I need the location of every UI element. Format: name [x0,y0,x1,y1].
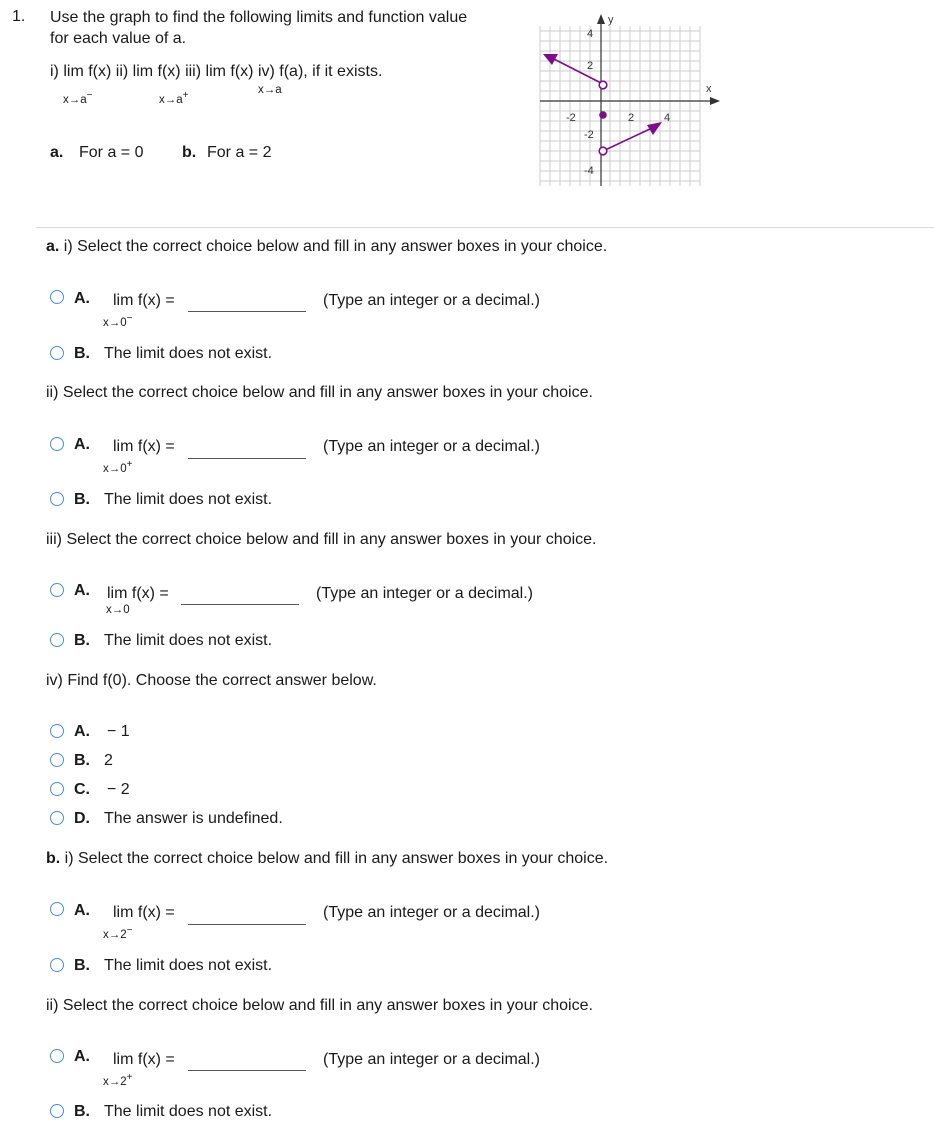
question-line-2: for each value of a. [50,30,187,47]
x-axis-arrow-icon [710,97,720,105]
a-i-choice-b-radio[interactable] [50,346,64,360]
question-items: i) lim f(x) ii) lim f(x) iii) lim f(x) iv) f(a), if it exists. [50,63,383,80]
x-tick-label: 2 [628,112,635,124]
a-ii-prompt: ii) Select the correct choice below and fill in any answer boxes in your choice. [46,384,593,401]
a-iv-choice-d-label: D. [74,810,90,827]
a-iv-choice-d-radio[interactable] [50,811,64,825]
x-tick-label: 4 [664,112,671,124]
a-iv-choice-a-label: A. [74,723,90,740]
b-ii-choice-b-text: The limit does not exist. [104,1103,273,1120]
b-ii-answer-input[interactable] [188,1070,306,1071]
a-iv-choice-b-radio[interactable] [50,753,64,767]
part-b-text: For a = 2 [207,144,272,161]
a-iii-choice-b-text: The limit does not exist. [104,632,273,649]
a-ii-choice-b-radio[interactable] [50,492,64,506]
a-iv-choice-d-text: The answer is undefined. [104,810,283,827]
y-axis-arrow-icon [597,14,605,24]
a-iii-hint: (Type an integer or a decimal.) [316,585,533,602]
a-i-answer-input[interactable] [188,311,306,312]
a-iv-choice-a-text: − 1 [107,723,130,740]
question-number: 1. [12,8,26,25]
x-tick-label: -2 [566,112,576,124]
a-iv-prompt: iv) Find f(0). Choose the correct answer below. [46,672,377,689]
b-ii-choice-a-label: A. [74,1048,90,1065]
a-iii-choice-b-label: B. [74,632,90,649]
a-iv-choice-a-radio[interactable] [50,724,64,738]
open-point-lower [599,147,607,155]
a-ii-choice-a-label: A. [74,436,90,453]
a-iv-choice-c-label: C. [74,781,90,798]
y-tick-label: 4 [587,28,594,40]
a-i-choice-b-label: B. [74,345,90,362]
limit-sub-right: x→a+ [159,90,189,106]
graph-grid [540,26,700,186]
a-i-lim: lim f(x) = [113,292,175,309]
y-tick-label: -2 [584,129,594,141]
a-ii-choice-b-label: B. [74,491,90,508]
part-a-label: a. [50,144,64,161]
limit-sub-left: x→a− [63,90,93,106]
b-ii-choice-b-label: B. [74,1103,90,1120]
open-point-upper [599,81,607,89]
a-iv-choice-c-radio[interactable] [50,782,64,796]
limit-sub-two-sided: x→a [258,84,282,96]
a-i-hint: (Type an integer or a decimal.) [323,292,540,309]
b-i-choice-b-radio[interactable] [50,958,64,972]
y-axis-label: y [608,14,614,26]
filled-point [599,111,607,119]
function-graph [530,8,730,194]
a-i-choice-a-radio[interactable] [50,290,64,304]
b-ii-choice-a-radio[interactable] [50,1049,64,1063]
a-ii-lim-sub: x→0+ [103,459,133,475]
b-ii-lim: lim f(x) = [113,1051,175,1068]
a-iii-lim: lim f(x) = [107,585,169,602]
a-iv-choice-c-text: − 2 [107,781,130,798]
a-iii-choice-a-label: A. [74,582,90,599]
a-ii-choice-b-text: The limit does not exist. [104,491,273,508]
a-iii-choice-b-radio[interactable] [50,633,64,647]
b-ii-prompt: ii) Select the correct choice below and fill in any answer boxes in your choice. [46,997,593,1014]
a-ii-hint: (Type an integer or a decimal.) [323,438,540,455]
a-i-choice-b-text: The limit does not exist. [104,345,273,362]
b-ii-hint: (Type an integer or a decimal.) [323,1051,540,1068]
a-iii-lim-sub: x→0 [106,604,130,616]
a-iii-choice-a-radio[interactable] [50,583,64,597]
b-ii-choice-b-radio[interactable] [50,1104,64,1118]
a-iii-prompt: iii) Select the correct choice below and fill in any answer boxes in your choice. [46,531,597,548]
part-a-text: For a = 0 [79,144,144,161]
b-i-choice-a-label: A. [74,902,90,919]
b-i-choice-b-text: The limit does not exist. [104,957,273,974]
a-iv-choice-b-label: B. [74,752,90,769]
a-ii-choice-a-radio[interactable] [50,437,64,451]
a-i-prompt: a. i) Select the correct choice below and fill in any answer boxes in your choice. [46,238,608,255]
part-b-label: b. [182,144,197,161]
y-tick-label: -4 [584,165,594,177]
a-ii-lim: lim f(x) = [113,438,175,455]
a-iii-answer-input[interactable] [181,604,299,605]
a-i-lim-sub: x→0− [103,313,133,329]
y-tick-label: 2 [587,60,594,72]
b-i-hint: (Type an integer or a decimal.) [323,904,540,921]
b-ii-lim-sub: x→2+ [103,1072,133,1088]
question-line-1: Use the graph to find the following limits and function value [50,9,468,26]
b-i-lim: lim f(x) = [113,904,175,921]
a-iv-choice-b-text: 2 [104,752,113,769]
b-i-prompt: b. i) Select the correct choice below and fill in any answer boxes in your choice. [46,850,609,867]
x-axis-label: x [706,83,712,95]
section-divider [36,227,934,228]
b-i-lim-sub: x→2− [103,925,133,941]
a-ii-answer-input[interactable] [188,458,306,459]
b-i-choice-b-label: B. [74,957,90,974]
b-i-choice-a-radio[interactable] [50,902,64,916]
b-i-answer-input[interactable] [188,924,306,925]
a-i-choice-a-label: A. [74,290,90,307]
